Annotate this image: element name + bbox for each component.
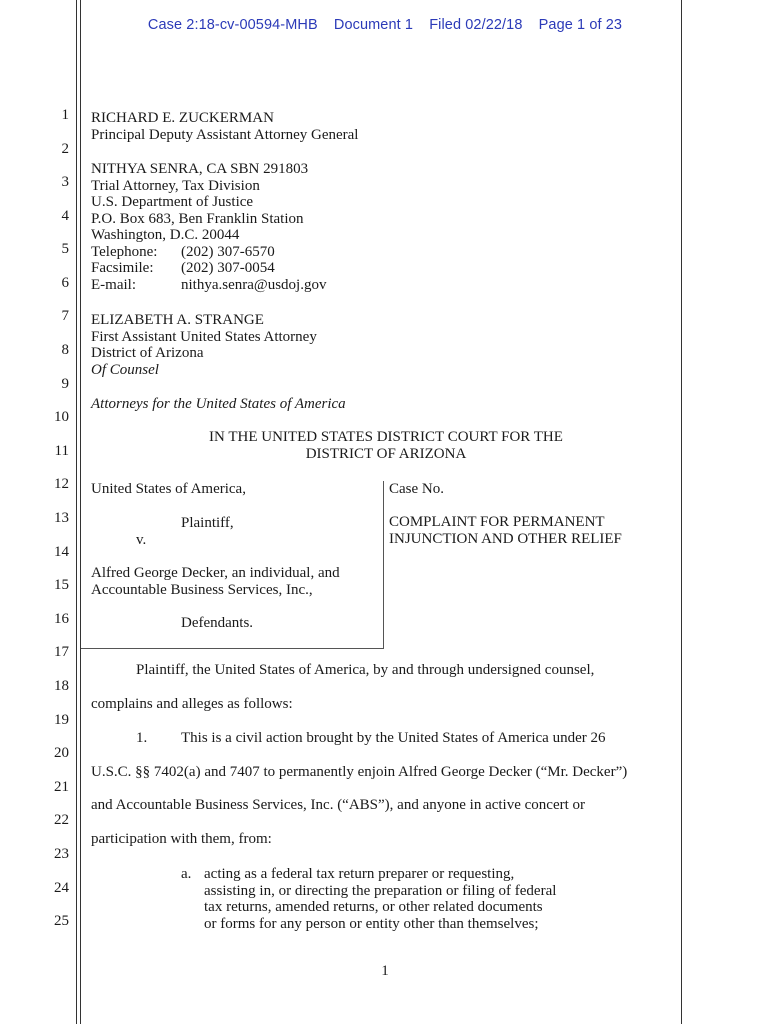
item-a-line-3: tax returns, amended returns, or other related documents [204, 899, 543, 915]
po-box: P.O. Box 683, Ben Franklin Station [91, 210, 304, 227]
item-a-text [204, 866, 556, 932]
attorney-block-senra [91, 161, 326, 293]
header-filed-date: Filed 02/22/18 [429, 17, 523, 33]
telephone-line [91, 244, 326, 261]
court-title-line-1: IN THE UNITED STATES DISTRICT COURT FOR THE [209, 429, 563, 445]
line-number: 9 [61, 376, 69, 392]
of-counsel: Of Counsel [91, 361, 159, 378]
line-number: 7 [61, 308, 69, 324]
department: U.S. Department of Justice [91, 194, 254, 210]
fax-number: (202) 307-0054 [181, 260, 275, 276]
fax-line [91, 260, 326, 277]
line-number: 25 [54, 913, 69, 929]
email-line [91, 277, 326, 294]
line-number: 20 [54, 745, 69, 761]
header-document-number: Document 1 [333, 17, 414, 33]
attorney-block-strange [91, 312, 317, 378]
line-number: 6 [61, 275, 69, 291]
city-line: Washington, D.C. 20044 [91, 227, 240, 243]
line-number: 3 [61, 174, 69, 190]
defendant-line-2: Accountable Business Services, Inc., [91, 581, 313, 598]
plaintiff-label: Plaintiff, [181, 515, 234, 531]
line-number: 19 [54, 712, 69, 728]
left-margin-rule-outer [76, 0, 77, 1024]
line-number: 11 [54, 443, 69, 459]
intro-line-1: Plaintiff, the United States of America, by and through undersigned counsel, [136, 662, 595, 678]
line-number: 2 [61, 141, 69, 157]
line-number: 15 [54, 577, 69, 593]
item-a-line-1: acting as a federal tax return preparer or requesting, [204, 866, 515, 882]
defendants-label: Defendants. [181, 615, 254, 631]
line-number: 10 [54, 409, 69, 425]
intro-line-2: complains and alleges as follows: [91, 696, 293, 712]
attorney-name: NITHYA SENRA, CA SBN 291803 [91, 161, 309, 177]
line-number: 18 [54, 678, 69, 694]
plaintiff-name: United States of America, [91, 481, 246, 497]
district-line: District of Arizona [91, 345, 204, 361]
attorney-title: Trial Attorney, Tax Division [91, 177, 260, 194]
attorney-name: RICHARD E. ZUCKERMAN [91, 110, 274, 126]
line-number: 16 [54, 611, 69, 627]
telephone-label: Telephone: [91, 243, 158, 260]
line-number: 14 [54, 544, 69, 560]
attorney-title: Principal Deputy Assistant Attorney General [91, 126, 359, 143]
paragraph-1-line-2: U.S.C. §§ 7402(a) and 7407 to permanently enjoin Alfred George Decker (“Mr. Decker”) [91, 764, 628, 780]
paragraph-1-number: 1. [136, 730, 148, 746]
attorney-name: ELIZABETH A. STRANGE [91, 312, 264, 328]
complaint-title-line-2: INJUNCTION AND OTHER RELIEF [389, 530, 622, 547]
attorney-block-zuckerman [91, 110, 358, 143]
complaint-title-line-1: COMPLAINT FOR PERMANENT [389, 514, 605, 530]
court-title-line-2: DISTRICT OF ARIZONA [305, 445, 467, 462]
fax-label: Facsimile: [91, 260, 154, 276]
line-number: 24 [54, 880, 69, 896]
item-a-line-4: or forms for any person or entity other than themselves; [204, 915, 539, 932]
right-margin-rule [681, 0, 682, 1024]
attorney-title: First Assistant United States Attorney [91, 328, 317, 345]
line-number: 22 [54, 812, 69, 828]
line-number: 23 [54, 846, 69, 862]
case-number-label: Case No. [389, 481, 444, 497]
line-number: 5 [61, 241, 69, 257]
telephone-number: (202) 307-6570 [181, 243, 275, 260]
line-number: 17 [54, 644, 69, 660]
ecf-header [0, 17, 770, 34]
complaint-title [389, 514, 622, 547]
footer-page-number: 1 [381, 963, 389, 979]
defendant-line-1: Alfred George Decker, an individual, and [91, 565, 340, 581]
versus-label: v. [136, 532, 147, 548]
line-number: 1 [61, 107, 69, 123]
line-number: 8 [61, 342, 69, 358]
line-number: 4 [61, 208, 69, 224]
line-number: 13 [54, 510, 69, 526]
item-a-line-2: assisting in, or directing the preparation or filing of federal [204, 882, 557, 899]
line-number: 21 [54, 779, 69, 795]
header-page-count: Page 1 of 23 [538, 17, 623, 33]
defendant-names [91, 565, 340, 598]
header-case-number: Case 2:18-cv-00594-MHB [147, 17, 318, 33]
line-number: 12 [54, 476, 69, 492]
paragraph-1-line-4: participation with them, from: [91, 831, 272, 847]
email-label: E-mail: [91, 276, 136, 293]
court-title [91, 429, 681, 462]
item-a-label: a. [181, 866, 192, 882]
paragraph-1-line-3: and Accountable Business Services, Inc. (“ABS”), and anyone in active concert or [91, 797, 586, 813]
attorneys-for: Attorneys for the United States of America [91, 396, 346, 412]
email-address: nithya.senra@usdoj.gov [181, 276, 327, 293]
paragraph-1-line-1: This is a civil action brought by the United States of America under 26 [181, 730, 606, 746]
